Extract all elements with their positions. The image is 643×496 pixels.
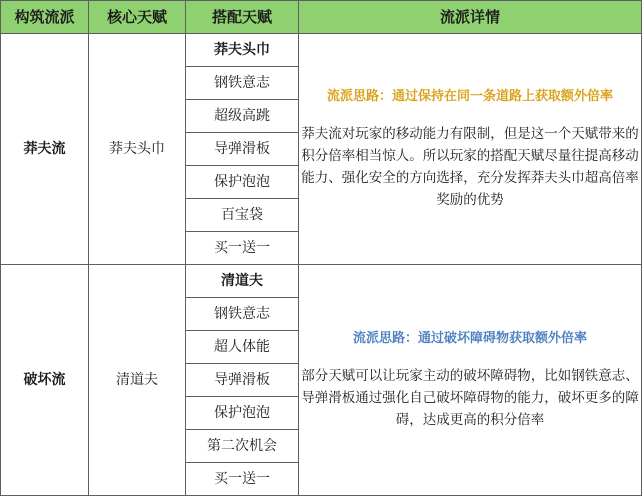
header-core: 核心天赋 [89, 1, 186, 34]
perk-item: 第二次机会 [186, 430, 299, 463]
detail-cell-pohuai [299, 265, 642, 496]
perk-item: 保护泡泡 [186, 397, 299, 430]
header-school: 构筑流派 [1, 1, 89, 34]
perk-item: 买一送一 [186, 232, 299, 265]
perk-item: 钢铁意志 [186, 67, 299, 100]
school-name-mangfu: 莽夫流 [1, 34, 89, 265]
header-match: 搭配天赋 [186, 1, 299, 34]
perk-item: 买一送一 [186, 463, 299, 496]
detail-idea: 流派思路：通过保持在同一条道路上获取额外倍率 [326, 89, 613, 104]
table-row [1, 34, 642, 67]
perk-item: 导弹滑板 [186, 364, 299, 397]
table-row [1, 265, 642, 298]
core-perk-mangfu: 莽夫头巾 [89, 34, 186, 265]
school-name-pohuai: 破坏流 [1, 265, 89, 496]
detail-idea: 流派思路：通过破坏障碍物获取额外倍率 [352, 331, 587, 346]
perk-item: 百宝袋 [186, 199, 299, 232]
perk-item: 超级高跳 [186, 100, 299, 133]
header-row [1, 1, 642, 34]
detail-cell-mangfu [299, 34, 642, 265]
detail-body: 部分天赋可以让玩家主动的破坏障碍物，比如钢铁意志、导弹滑板通过强化自己破坏障碍物的能力，破坏更多的障碍，达成更高的积分倍率 [301, 368, 639, 428]
perk-item: 清道夫 [186, 265, 299, 298]
core-perk-pohuai: 清道夫 [89, 265, 186, 496]
header-detail: 流派详情 [299, 1, 642, 34]
perk-item: 导弹滑板 [186, 133, 299, 166]
perk-item: 莽夫头巾 [186, 34, 299, 67]
perk-item: 超人体能 [186, 331, 299, 364]
perk-item: 钢铁意志 [186, 298, 299, 331]
perk-item: 保护泡泡 [186, 166, 299, 199]
detail-body: 莽夫流对玩家的移动能力有限制，但是这一个天赋带来的积分倍率相当惊人。所以玩家的搭配天赋尽量往提高移动能力、强化安全的方向选择，充分发挥莽夫头巾超高倍率奖励的优势 [301, 126, 639, 208]
